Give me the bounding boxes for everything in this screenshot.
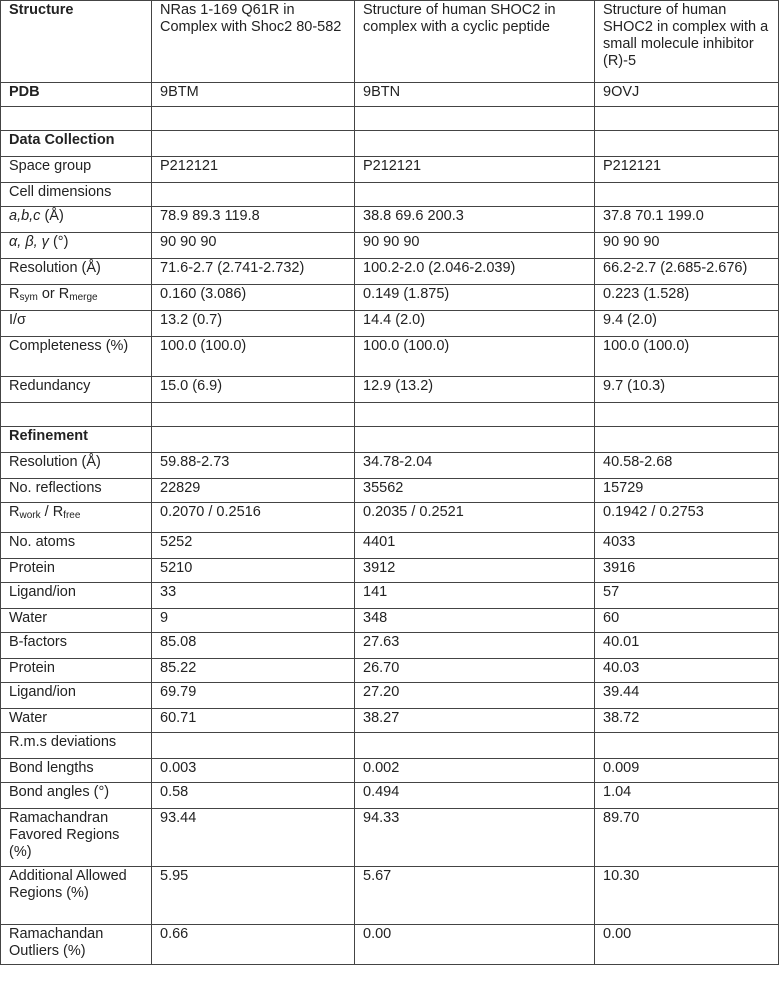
cell-value: 0.223 (1.528) bbox=[595, 285, 779, 311]
cell-value: 40.03 bbox=[595, 659, 779, 683]
cell-value: 5.67 bbox=[355, 867, 595, 925]
cell-value: 0.00 bbox=[595, 925, 779, 965]
cell-value: P212121 bbox=[152, 157, 355, 183]
cell-value: 100.0 (100.0) bbox=[595, 337, 779, 377]
cell-value: 0.1942 / 0.2753 bbox=[595, 503, 779, 533]
table-row bbox=[1, 683, 779, 709]
row-label: Completeness (%) bbox=[1, 337, 152, 377]
cell-value: 35562 bbox=[355, 479, 595, 503]
cell-value: 94.33 bbox=[355, 809, 595, 867]
cell-value: 40.58-2.68 bbox=[595, 453, 779, 479]
row-label: Cell dimensions bbox=[1, 183, 152, 207]
cell-value: 85.08 bbox=[152, 633, 355, 659]
table-row bbox=[1, 377, 779, 403]
cell-value: 0.494 bbox=[355, 783, 595, 809]
cell-value: 14.4 (2.0) bbox=[355, 311, 595, 337]
spacer-row bbox=[1, 107, 779, 131]
cell-value: 9.4 (2.0) bbox=[595, 311, 779, 337]
row-label: Bond angles (°) bbox=[1, 783, 152, 809]
cell-value: 100.0 (100.0) bbox=[355, 337, 595, 377]
cell-value: 33 bbox=[152, 583, 355, 609]
row-label: Water bbox=[1, 609, 152, 633]
cell-value: 60 bbox=[595, 609, 779, 633]
cell-value: 0.003 bbox=[152, 759, 355, 783]
cell-value: 0.160 (3.086) bbox=[152, 285, 355, 311]
table-row bbox=[1, 533, 779, 559]
cell-value: 1.04 bbox=[595, 783, 779, 809]
table-row bbox=[1, 583, 779, 609]
cell-value: 40.01 bbox=[595, 633, 779, 659]
row-label: $R_{sym}$ or $R_{merge}$ bbox=[1, 285, 152, 311]
cell-value: 27.20 bbox=[355, 683, 595, 709]
pdb-v1: 9BTM bbox=[152, 83, 355, 107]
row-label: Ligand/ion bbox=[1, 583, 152, 609]
row-label: No. atoms bbox=[1, 533, 152, 559]
row-label: Resolution (Å) bbox=[1, 453, 152, 479]
row-label: I/σ bbox=[1, 311, 152, 337]
cell-value: P212121 bbox=[595, 157, 779, 183]
cell-value: 100.0 (100.0) bbox=[152, 337, 355, 377]
cell-value: 141 bbox=[355, 583, 595, 609]
table-row bbox=[1, 311, 779, 337]
cell-value: 85.22 bbox=[152, 659, 355, 683]
cell-value: 69.79 bbox=[152, 683, 355, 709]
table-row bbox=[1, 809, 779, 867]
row-label: $R_{work} / R_{free}$ bbox=[1, 503, 152, 533]
row-label: B-factors bbox=[1, 633, 152, 659]
cell-value: 0.00 bbox=[355, 925, 595, 965]
cell-value: 5252 bbox=[152, 533, 355, 559]
cell-value: 4033 bbox=[595, 533, 779, 559]
cell-value: 9 bbox=[152, 609, 355, 633]
data-collection-heading-row bbox=[1, 131, 779, 157]
table-row bbox=[1, 633, 779, 659]
table-row bbox=[1, 759, 779, 783]
refinement-heading: Refinement bbox=[1, 427, 152, 453]
cell-value: 15729 bbox=[595, 479, 779, 503]
refinement-heading-row bbox=[1, 427, 779, 453]
cell-value: P212121 bbox=[355, 157, 595, 183]
table-row bbox=[1, 609, 779, 633]
row-label: Ramachandran Favored Regions (%) bbox=[1, 809, 152, 867]
pdb-label: PDB bbox=[1, 83, 152, 107]
structure-col1: NRas 1-169 Q61R in Complex with Shoc2 80-582 bbox=[152, 1, 355, 83]
row-label: Resolution (Å) bbox=[1, 259, 152, 285]
table-row bbox=[1, 479, 779, 503]
row-label: Protein bbox=[1, 559, 152, 583]
cell-value: 38.27 bbox=[355, 709, 595, 733]
row-label: No. reflections bbox=[1, 479, 152, 503]
header-row bbox=[1, 1, 779, 83]
row-label: Bond lengths bbox=[1, 759, 152, 783]
cell-value: 0.58 bbox=[152, 783, 355, 809]
cell-value: 60.71 bbox=[152, 709, 355, 733]
row-label: Redundancy bbox=[1, 377, 152, 403]
structure-col2: Structure of human SHOC2 in complex with a cyclic peptide bbox=[355, 1, 595, 83]
cell-value: 38.72 bbox=[595, 709, 779, 733]
table-row bbox=[1, 233, 779, 259]
row-label: R.m.s deviations bbox=[1, 733, 152, 759]
cell-value: 93.44 bbox=[152, 809, 355, 867]
row-label: Ramachandan Outliers (%) bbox=[1, 925, 152, 965]
cell-value: 3916 bbox=[595, 559, 779, 583]
cell-value: 100.2-2.0 (2.046-2.039) bbox=[355, 259, 595, 285]
table-row bbox=[1, 733, 779, 759]
pdb-row bbox=[1, 83, 779, 107]
cell-value: 348 bbox=[355, 609, 595, 633]
cell-value: 38.8 69.6 200.3 bbox=[355, 207, 595, 233]
cell-value: 9.7 (10.3) bbox=[595, 377, 779, 403]
table-row bbox=[1, 559, 779, 583]
data-collection-heading: Data Collection bbox=[1, 131, 152, 157]
cell-value: 0.2070 / 0.2516 bbox=[152, 503, 355, 533]
cell-value: 78.9 89.3 119.8 bbox=[152, 207, 355, 233]
cell-value: 15.0 (6.9) bbox=[152, 377, 355, 403]
cell-value: 34.78-2.04 bbox=[355, 453, 595, 479]
cell-value: 0.149 (1.875) bbox=[355, 285, 595, 311]
structure-header: Structure bbox=[1, 1, 152, 83]
table-row bbox=[1, 183, 779, 207]
cell-value: 13.2 (0.7) bbox=[152, 311, 355, 337]
row-label: α, β, γ (°) bbox=[1, 233, 152, 259]
table-row bbox=[1, 709, 779, 733]
row-label: Ligand/ion bbox=[1, 683, 152, 709]
table-row bbox=[1, 207, 779, 233]
table-row bbox=[1, 659, 779, 683]
cell-value: 66.2-2.7 (2.685-2.676) bbox=[595, 259, 779, 285]
cell-value: 0.009 bbox=[595, 759, 779, 783]
table-row bbox=[1, 337, 779, 377]
table-row bbox=[1, 157, 779, 183]
cell-value: 71.6-2.7 (2.741-2.732) bbox=[152, 259, 355, 285]
spacer-row bbox=[1, 403, 779, 427]
cell-value: 27.63 bbox=[355, 633, 595, 659]
table-row bbox=[1, 503, 779, 533]
table-row bbox=[1, 783, 779, 809]
pdb-v3: 9OVJ bbox=[595, 83, 779, 107]
cell-value: 5.95 bbox=[152, 867, 355, 925]
cell-value: 26.70 bbox=[355, 659, 595, 683]
cell-value: 5210 bbox=[152, 559, 355, 583]
cell-value: 59.88-2.73 bbox=[152, 453, 355, 479]
pdb-v2: 9BTN bbox=[355, 83, 595, 107]
cell-value: 90 90 90 bbox=[355, 233, 595, 259]
row-label: a,b,c (Å) bbox=[1, 207, 152, 233]
row-label: Space group bbox=[1, 157, 152, 183]
table-row bbox=[1, 285, 779, 311]
cell-value: 89.70 bbox=[595, 809, 779, 867]
structure-col3: Structure of human SHOC2 in complex with a small molecule inhibitor (R)-5 bbox=[595, 1, 779, 83]
cell-value: 0.002 bbox=[355, 759, 595, 783]
cell-value: 90 90 90 bbox=[152, 233, 355, 259]
cell-value: 4401 bbox=[355, 533, 595, 559]
row-label: Water bbox=[1, 709, 152, 733]
row-label: Protein bbox=[1, 659, 152, 683]
cell-value: 39.44 bbox=[595, 683, 779, 709]
cell-value: 12.9 (13.2) bbox=[355, 377, 595, 403]
table-row bbox=[1, 259, 779, 285]
cell-value: 37.8 70.1 199.0 bbox=[595, 207, 779, 233]
table-row bbox=[1, 925, 779, 965]
cell-value: 3912 bbox=[355, 559, 595, 583]
table-row bbox=[1, 453, 779, 479]
cell-value: 57 bbox=[595, 583, 779, 609]
cell-value: 22829 bbox=[152, 479, 355, 503]
cell-value: 0.66 bbox=[152, 925, 355, 965]
cell-value: 90 90 90 bbox=[595, 233, 779, 259]
cell-value: 0.2035 / 0.2521 bbox=[355, 503, 595, 533]
row-label: Additional Allowed Regions (%) bbox=[1, 867, 152, 925]
cell-value: 10.30 bbox=[595, 867, 779, 925]
table-row bbox=[1, 867, 779, 925]
